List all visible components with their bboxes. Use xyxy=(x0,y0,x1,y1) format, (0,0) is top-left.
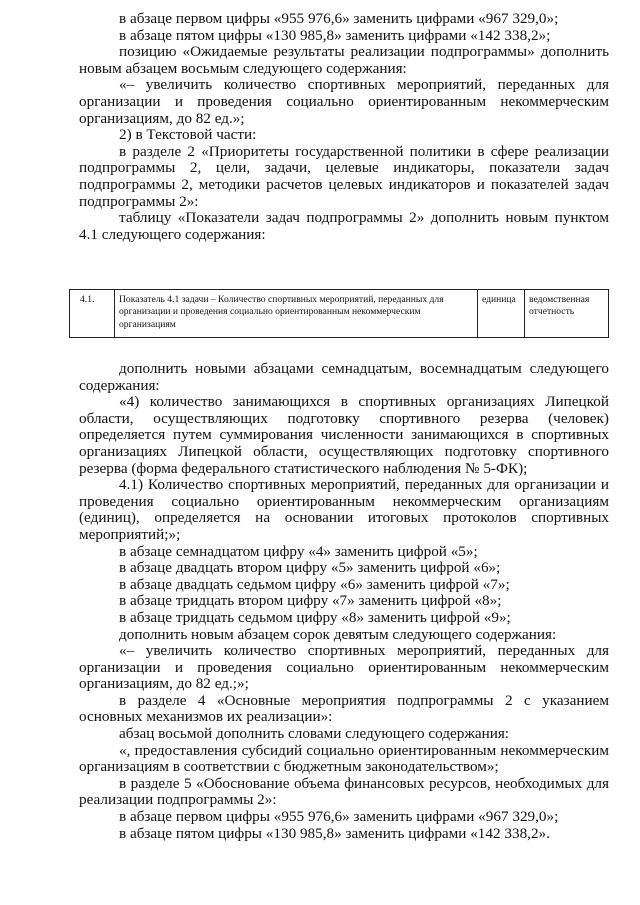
paragraph: позицию «Ожидаемые результаты реализации подпрограммы» дополнить новым абзацем восьмым следующего содержания: xyxy=(79,43,609,77)
source-cell: ведомственная отчетность xyxy=(525,290,609,338)
paragraph: в разделе 4 «Основные мероприятия подпрограммы 2 с указанием основных механизмов их реализации»: xyxy=(79,691,609,726)
paragraph: 2) в Текстовой части: xyxy=(119,126,257,144)
row-number: 4.1. xyxy=(70,290,115,338)
paragraph: в абзаце двадцать седьмом цифру «6» заменить цифрой «7»; xyxy=(119,575,510,593)
paragraph: «, предоставления субсидий социально ориентированным некоммерческим организациям в соответствии с бюджетным законодательством»; xyxy=(79,741,609,776)
indicators-table xyxy=(69,289,609,338)
paragraph: дополнить новым абзацем сорок девятым следующего содержания: xyxy=(119,625,557,643)
paragraph: в абзаце тридцать седьмом цифру «8» заменить цифрой «9»; xyxy=(119,608,511,626)
unit-cell: единица xyxy=(478,290,525,338)
paragraph: таблицу «Показатели задач подпрограммы 2» дополнить новым пунктом 4.1 следующего содержания: xyxy=(79,209,609,243)
paragraph: 4.1) Количество спортивных мероприятий, переданных для организации и проведения социально ориентированным некоммерческим организациям (единиц), определяется на основании итоговых протоколов спортивных мероприятий;»; xyxy=(79,476,609,543)
table-row xyxy=(70,290,609,338)
paragraph: «4) количество занимающихся в спортивных организациях Липецкой области, осуществляющих подготовку спортивного резерва (человек) определяется путем суммирования численности занимающихся в спортивных организациях Липецкой области, осуществляющих подготовку спортивного резерва (форма федерального статистического наблюдения № 5-ФК); xyxy=(79,393,609,477)
paragraph: в разделе 5 «Обоснование объема финансовых ресурсов, необходимых для реализации подпрограммы 2»: xyxy=(79,774,609,809)
paragraph: в абзаце пятом цифры «130 985,8» заменить цифрами «142 338,2»; xyxy=(119,26,551,44)
paragraph: дополнить новыми абзацами семнадцатым, восемнадцатым следующего содержания: xyxy=(79,360,609,394)
paragraph: «– увеличить количество спортивных мероприятий, переданных для организации и проведения социально ориентированным некоммерческим организациям, до 82 ед.»; xyxy=(79,76,609,127)
paragraph: в абзаце первом цифры «955 976,6» заменить цифрами «967 329,0»; xyxy=(119,808,559,826)
text-block-top xyxy=(79,11,609,243)
indicator-name: Показатель 4.1 задачи – Количество спортивных мероприятий, переданных для организации и проведения социально ориентированным некоммерческим организациям xyxy=(115,290,478,338)
paragraph: в абзаце первом цифры «955 976,6» заменить цифрами «967 329,0»; xyxy=(119,10,559,27)
paragraph: «– увеличить количество спортивных мероприятий, переданных для организации и проведения социально ориентированным некоммерческим организациям, до 82 ед.;»; xyxy=(79,642,609,693)
paragraph: в абзаце пятом цифры «130 985,8» заменить цифрами «142 338,2». xyxy=(119,824,550,842)
text-block-bottom xyxy=(79,361,609,842)
paragraph: в абзаце семнадцатом цифру «4» заменить цифрой «5»; xyxy=(119,542,478,560)
paragraph: в абзаце двадцать втором цифру «5» заменить цифрой «6»; xyxy=(119,559,501,577)
paragraph: абзац восьмой дополнить словами следующего содержания: xyxy=(119,725,510,743)
paragraph: в разделе 2 «Приоритеты государственной политики в сфере реализации подпрограммы 2, цели, задачи, целевые индикаторы, показатели задач подпрограммы 2, методики расчетов целевых индикаторов и показателей задач подпрограммы 2»: xyxy=(79,142,609,210)
paragraph: в абзаце тридцать втором цифру «7» заменить цифрой «8»; xyxy=(119,592,502,610)
